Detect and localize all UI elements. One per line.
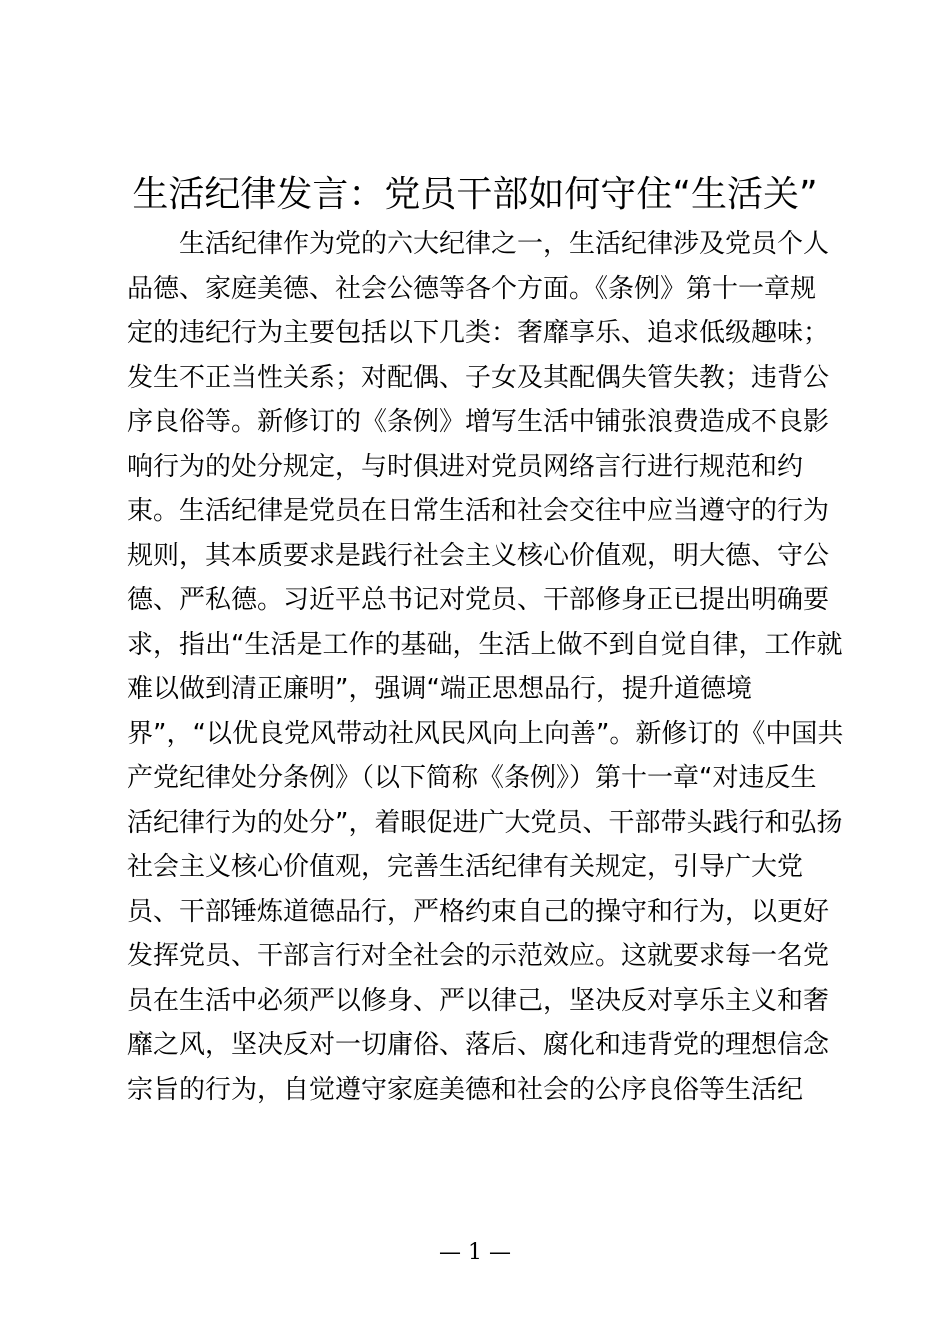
paragraph-line: 发生不正当性关系；对配偶、子女及其配偶失管失教；违背公 xyxy=(127,362,830,393)
paragraph-line: 发挥党员、干部言行对全社会的示范效应。这就要求每一名党 xyxy=(127,941,830,971)
body-paragraph xyxy=(127,222,844,1112)
paragraph-line: 德、严私德。习近平总书记对党员、干部修身正已提出明确要 xyxy=(127,585,830,615)
paragraph-line: 产党纪律处分条例》（以下简称《条例》）第十一章“对违反生 xyxy=(127,763,817,793)
paragraph-line: 靡之风，坚决反对一切庸俗、落后、腐化和违背党的理想信念 xyxy=(127,1030,830,1060)
page-number: — 1 — xyxy=(439,1240,511,1265)
paragraph-line: 品德、家庭美德、社会公德等各个方面。《条例》第十一章规 xyxy=(127,273,817,304)
paragraph-line: 束。生活纪律是党员在日常生活和社会交往中应当遵守的行为 xyxy=(127,496,830,526)
paragraph-line: 定的违纪行为主要包括以下几类：奢靡享乐、追求低级趣味； xyxy=(127,318,830,348)
paragraph-line: 员、干部锤炼道德品行，严格约束自己的操守和行为，以更好 xyxy=(127,896,830,927)
paragraph-line: 序良俗等。新修订的《条例》增写生活中铺张浪费造成不良影 xyxy=(127,407,830,437)
paragraph-line: 活纪律行为的处分”，着眼促进广大党员、干部带头践行和弘扬 xyxy=(127,807,843,838)
paragraph-line: 难以做到清正廉明”，强调“端正思想品行，提升道德境 xyxy=(127,674,752,704)
paragraph-line: 界”，“以优良党风带动社风民风向上向善”。新修订的《中国共 xyxy=(127,718,844,749)
paragraph-line: 宗旨的行为，自觉遵守家庭美德和社会的公序良俗等生活纪 xyxy=(127,1074,804,1105)
paragraph-line: 规则，其本质要求是践行社会主义核心价值观，明大德、守公 xyxy=(127,540,830,571)
paragraph-line: 响行为的处分规定，与时俱进对党员网络言行进行规范和约 xyxy=(127,451,804,482)
document-title: 生活纪律发言：党员干部如何守住“生活关” xyxy=(132,174,818,215)
paragraph-line: 社会主义核心价值观，完善生活纪律有关规定，引导广大党 xyxy=(127,852,804,882)
paragraph-line: 员在生活中必须严以修身、严以律己，坚决反对享乐主义和奢 xyxy=(127,985,830,1016)
paragraph-line: 求，指出“生活是工作的基础，生活上做不到自觉自律，工作就 xyxy=(127,629,843,660)
paragraph-line: 生活纪律作为党的六大纪律之一，生活纪律涉及党员个人 xyxy=(179,229,830,259)
